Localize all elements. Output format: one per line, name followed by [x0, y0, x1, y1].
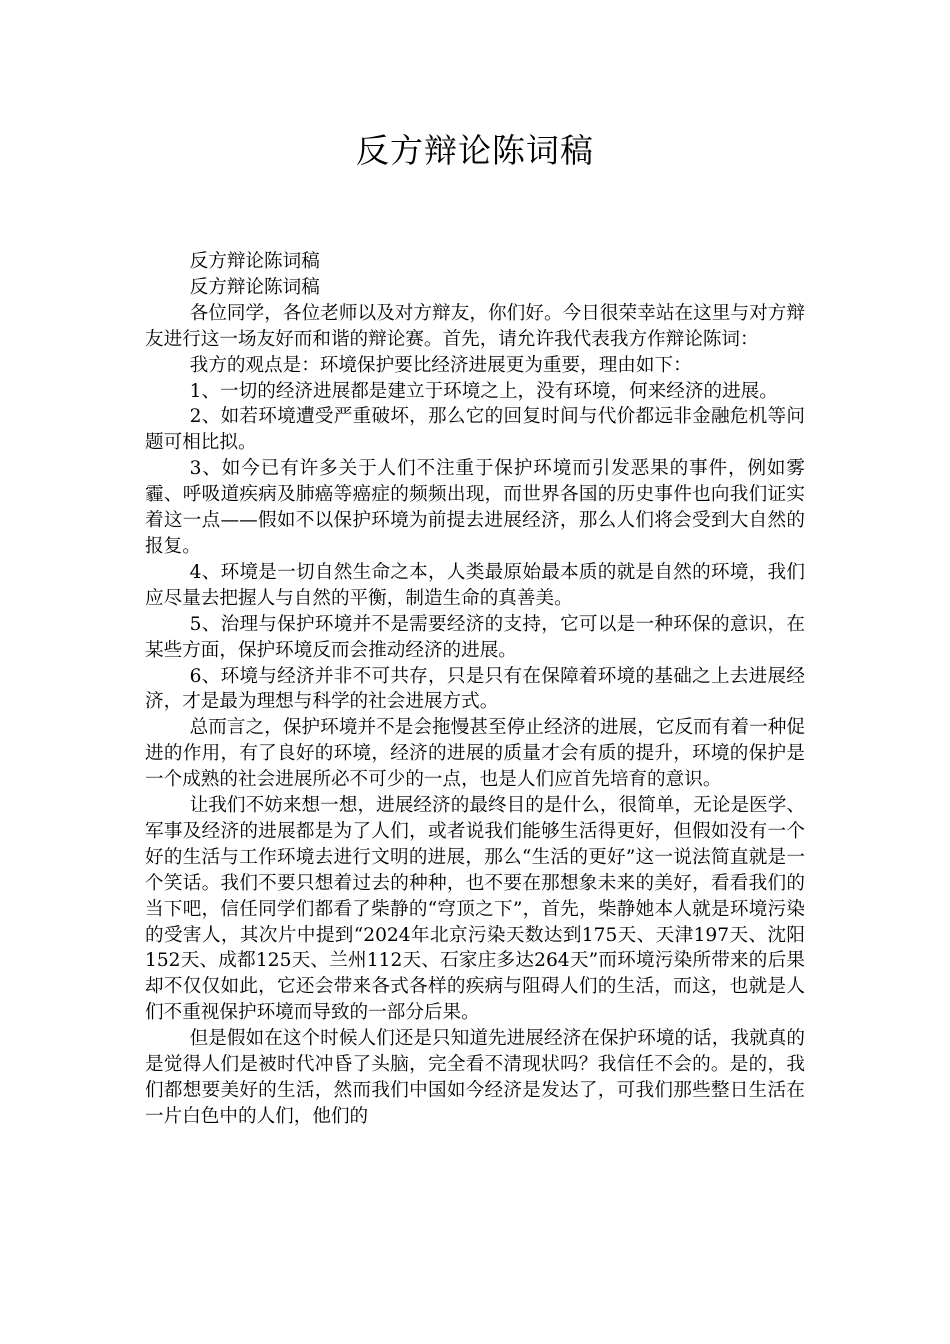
paragraph-heading-2: 反方辩论陈词稿 — [189, 276, 320, 298]
paragraph-point-1: 1、一切的经济进展都是建立于环境之上，没有环境，何来经济的进展。 — [189, 380, 778, 402]
paragraph-point-3: 3、如今已有许多关于人们不注重于保护环境而引发恶果的事件，例如雾霾、呼吸道疾病及肺癌等癌症的频频出现，而世界各国的历史事件也向我们证实着这一点——假如不以保护环境为前提去进展经济，那么人们将会受到大自然的报复。 — [145, 458, 805, 557]
paragraph-reflection: 让我们不妨来想一想，进展经济的最终目的是什么，很简单，无论是医学、军事及经济的进展都是为了人们，或者说我们能够生活得更好，但假如没有一个好的生活与工作环境去进行文明的进展，那么“生活的更好”这一说法简直就是一个笑话。我们不要只想着过去的种种，也不要在那想象未来的美好，看看我们的当下吧，信任同学们都看了柴静的“穹顶之下”，首先，柴静她本人就是环境污染的受害人，其次片中提到“2024年北京污染天数达到175天、天津197天、沈阳152天、成都125天、兰州112天、石家庄多达264天”而环境污染所带来的后果却不仅仅如此，它还会带来各式各样的疾病与阻碍人们的生活，而这，也就是人们不重视保护环境而导致的一部分后果。 — [145, 795, 805, 1024]
paragraph-point-2: 2、如若环境遭受严重破坏，那么它的回复时间与代价都远非金融危机等问题可相比拟。 — [145, 406, 805, 454]
paragraph-point-6: 6、环境与经济并非不可共存，只是只有在保障着环境的基础之上去进展经济，才是最为理想与科学的社会进展方式。 — [145, 665, 805, 713]
paragraph-greeting: 各位同学，各位老师以及对方辩友，你们好。今日很荣幸站在这里与对方辩友进行这一场友好而和谐的辩论赛。首先，请允许我代表我方作辩论陈词： — [145, 302, 805, 350]
document-title: 反方辩论陈词稿 — [356, 131, 594, 170]
paragraph-summary: 总而言之，保护环境并不是会拖慢甚至停止经济的进展，它反而有着一种促进的作用，有了良好的环境，经济的进展的质量才会有质的提升，环境的保护是一个成熟的社会进展所必不可少的一点，也是人们应首先培育的意识。 — [145, 717, 805, 791]
paragraph-heading-1: 反方辩论陈词稿 — [189, 251, 320, 272]
paragraph-conclusion: 但是假如在这个时候人们还是只知道先进展经济在保护环境的话，我就真的是觉得人们是被时代冲昏了头脑，完全看不清现状吗？我信任不会的。是的，我们都想要美好的生活，然而我们中国如今经济是发达了，可我们那些整日生活在一片白色中的人们，他们的 — [145, 1028, 805, 1127]
paragraph-point-5: 5、治理与保护环境并不是需要经济的支持，它可以是一种环保的意识，在某些方面，保护环境反而会推动经济的进展。 — [145, 613, 805, 661]
paragraph-point-4: 4、环境是一切自然生命之本，人类最原始最本质的就是自然的环境，我们应尽量去把握人与自然的平衡，制造生命的真善美。 — [145, 561, 805, 609]
document-body — [145, 249, 805, 1130]
paragraph-position: 我方的观点是：环境保护要比经济进展更为重要，理由如下： — [189, 354, 692, 376]
